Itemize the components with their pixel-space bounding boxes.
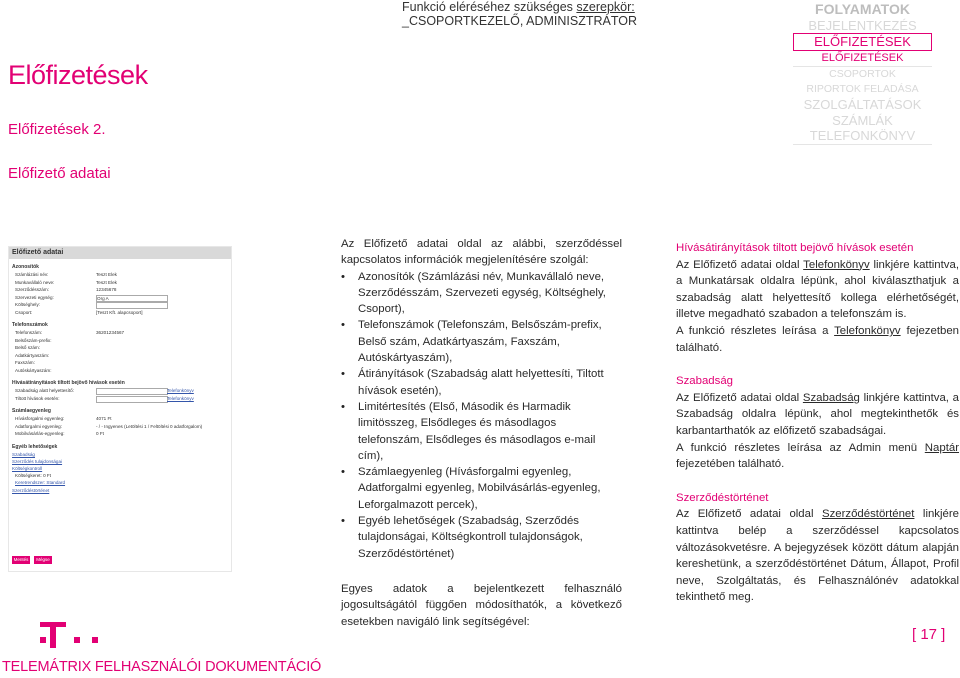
form-value: Teszt Elek	[96, 272, 117, 277]
paragraph	[676, 440, 959, 473]
nav-item-elofizetesek[interactable]: ELŐFIZETÉSEK	[793, 33, 932, 51]
form-label: Munkavállaló neve:	[15, 279, 55, 285]
form-label: Költségkeret: 0 Ft	[15, 472, 52, 478]
contract-history-link[interactable]: Szerződéstörténet	[12, 487, 50, 493]
form-value: 0 Ft	[96, 431, 104, 436]
form-row	[15, 424, 231, 432]
form-row	[15, 295, 231, 303]
org-unit-select[interactable]	[96, 295, 168, 302]
telefonkonyv-chapter-link[interactable]: Telefonkönyv	[834, 324, 901, 337]
text: Az Előfizető adatai oldal	[676, 391, 803, 404]
form-row	[15, 287, 231, 295]
form-value: Teszt Elek	[96, 279, 117, 285]
cost-control-link[interactable]: Költségkontroll	[12, 465, 43, 471]
naptar-link[interactable]: Naptár	[924, 441, 959, 454]
form-row	[15, 396, 231, 404]
form-label: Adatkártyaszám:	[15, 352, 50, 358]
paragraph	[676, 323, 959, 356]
text: linkjére kattintva belép a szerződéssel kapcsolatos változásokvetésre. A bejegyzések között dátum alapján kereshetünk, a szerződéstörténet Dátum, Állapot, Profil neve, Szolgáltatás, és Felhasználónév adatokkal tekinthető meg.	[676, 508, 959, 604]
form-label: Telefonszám:	[15, 330, 43, 335]
form-title: Előfizető adatai	[9, 247, 231, 259]
text: Az Előfizető adatai oldal	[676, 258, 804, 271]
required-roles: _CSOPORTKEZELŐ, ADMINISZTRÁTOR	[402, 14, 637, 28]
text: Az Előfizető adatai oldal	[676, 508, 822, 521]
form-row	[15, 353, 231, 361]
heading-forwarding: Hívásátirányítások tiltott bejövő hívások esetén	[676, 242, 914, 254]
contract-properties-link[interactable]: Szerződés tulajdonságai	[12, 458, 63, 464]
form-label: Belső szám:	[15, 345, 41, 350]
form-value: - / - Ingyenes (Letöltési 1 / Feltöltési 0 adatforgalom)	[96, 423, 203, 429]
form-row	[15, 388, 231, 396]
form-section-other: Egyéb lehetőségek	[12, 443, 58, 450]
form-row	[15, 345, 231, 353]
text: A funkció részletes leírása az Admin menü	[676, 441, 925, 454]
vacation-link[interactable]: Szabadság	[12, 451, 35, 457]
form-row	[15, 338, 231, 346]
form-label: Mobilvásárlás-egyenleg:	[15, 431, 65, 436]
text: linkjére kattintva, a Munkatársak oldalra lépünk, ahol kiválaszthatjuk a szabadság alatt helyettesítő kollega elérhetőségét, illetve megadható szabadon a telefonszám is.	[676, 258, 959, 321]
form-value: 12345678	[96, 287, 117, 292]
szerzodestortenet-link[interactable]: Szerződéstörténet	[821, 508, 915, 521]
list-item: • Telefonszámok (Telefonszám, Belsőszám-prefix, Belső szám, Adatkártyaszám, Faxszám, Autóskártyaszám),	[341, 317, 622, 366]
subscriber-form-screenshot	[8, 246, 232, 572]
form-value: 36201234567	[96, 330, 125, 335]
form-label: Számlázási név:	[15, 272, 49, 277]
save-button[interactable]: Mentés	[13, 557, 29, 562]
form-section-ids: Azonosítók	[12, 264, 39, 270]
form-row	[15, 360, 231, 368]
form-label: Belsőszám-prefix:	[15, 337, 52, 343]
page-subtitle: Előfizetések 2.	[8, 121, 106, 138]
telekom-logo-icon	[40, 622, 104, 648]
nav-item-folyamatok[interactable]: FOLYAMATOK	[815, 1, 910, 17]
form-row	[15, 480, 231, 488]
phonebook-link[interactable]: Telefonkönyv	[167, 395, 194, 401]
form-label: Szervezeti egység:	[15, 294, 54, 300]
text: fejezetében található.	[676, 458, 785, 471]
paragraph	[676, 390, 959, 440]
form-section-forward: Hívásátirányítások tiltott bejövő hívások esetén	[12, 380, 125, 386]
framework-link[interactable]: Keretrendszer: Standard	[15, 480, 66, 485]
section-title: Előfizető adatai	[8, 165, 111, 182]
intro-paragraph: Az Előfizető adatai oldal az alábbi, szerződéssel kapcsolatos információk megjelenítésére szolgál:	[341, 238, 622, 267]
process-nav	[793, 2, 932, 145]
outro-paragraph: Egyes adatok a bejelentkezett felhasználó jogosultságától függően módosíthatók, a következő esetekben navigáló link segítségével:	[341, 582, 622, 628]
nav-item-szamlak[interactable]: SZÁMLÁK	[832, 112, 893, 128]
paragraph	[676, 257, 959, 323]
footer-doc-title: TELEMÁTRIX FELHASZNÁLÓI DOKUMENTÁCIÓ	[2, 659, 322, 675]
form-value: [Teszt Kft. alapcsoport]	[96, 309, 143, 315]
blocked-calls-input[interactable]	[96, 396, 168, 403]
nav-subitem-riportok[interactable]: RIPORTOK FELADÁSA	[806, 83, 919, 95]
page-number: [ 17 ]	[912, 626, 946, 643]
form-row	[15, 310, 231, 318]
form-row	[15, 330, 231, 338]
nav-subitem-csoportok[interactable]: CSOPORTOK	[829, 68, 896, 80]
form-label: Adatforgalmi egyenleg:	[15, 423, 62, 429]
vacation-substitute-input[interactable]	[96, 388, 168, 395]
nav-subitem-elofizetesek[interactable]: ELŐFIZETÉSEK	[793, 51, 932, 68]
description-column	[341, 236, 622, 630]
form-row	[15, 368, 231, 376]
form-value: 4071 Ft	[96, 416, 112, 421]
text: fejezetben található.	[676, 324, 960, 354]
nav-item-szolgaltatasok[interactable]: SZOLGÁLTATÁSOK	[803, 97, 922, 112]
form-row	[15, 272, 231, 280]
heading-contract-history: Szerződéstörténet	[676, 491, 769, 504]
list-item: • Számlaegyenleg (Hívásforgalmi egyenleg, Adatforgalmi egyenleg, Mobilvásárlás-egyenleg, Leforgalmazott percek),	[341, 464, 622, 513]
form-label: Csoport:	[15, 309, 33, 315]
details-column	[676, 240, 959, 606]
text: A funkció részletes leírása a	[676, 324, 835, 337]
cost-center-input[interactable]	[96, 302, 168, 309]
list-item: • Azonosítók (Számlázási név, Munkavállaló neve, Szerződésszám, Szervezeti egység, Költséghely, Csoport),	[341, 269, 622, 318]
list-item: • Limitértesítés (Első, Második és Harmadik limitösszeg, Elsődleges és másodlagos telefonszám, Elsődleges és másodlagos e-mail cím),	[341, 399, 622, 464]
form-label: Autóskártyaszám:	[15, 367, 52, 373]
form-label: Szabadság alatt helyettesítő:	[15, 388, 74, 393]
heading-vacation: Szabadság	[676, 375, 733, 388]
form-label: Faxszám:	[15, 360, 35, 365]
paragraph	[676, 506, 959, 606]
form-label: Költséghely:	[15, 302, 41, 307]
cancel-button[interactable]: Mégse	[34, 556, 52, 564]
required-roles-label	[402, 0, 635, 14]
telefonkonyv-link[interactable]: Telefonkönyv	[803, 258, 870, 271]
form-label: Hívásforgalmi egyenleg:	[15, 416, 65, 421]
szabadsag-link[interactable]: Szabadság	[802, 391, 860, 404]
list-item: • Átirányítások (Szabadság alatt helyettesíti, Tiltott hívások esetén),	[341, 366, 622, 399]
form-row	[15, 431, 231, 439]
form-row	[15, 473, 231, 481]
form-row	[15, 280, 231, 288]
required-roles-prefix: Funkció eléréséhez szükséges	[402, 0, 577, 14]
form-label: Tiltott hívások esetén:	[15, 395, 60, 401]
org-unit-value: Org A	[97, 295, 109, 301]
form-section-balance: Számlaegyenleg	[12, 408, 51, 414]
list-item: • Egyéb lehetőségek (Szabadság, Szerződés tulajdonságai, Költségkontroll tulajdonságok, Szerződéstörténet)	[341, 513, 622, 562]
feature-list	[341, 269, 622, 562]
phonebook-link[interactable]: Telefonkönyv	[167, 388, 194, 393]
page-title: Előfizetések	[8, 60, 148, 90]
nav-item-telefonkonyv[interactable]: TELEFONKÖNYV	[793, 128, 932, 145]
form-section-phones: Telefonszámok	[12, 322, 48, 328]
nav-item-bejelentkezes[interactable]: BEJELENTKEZÉS	[808, 17, 917, 33]
roles-link[interactable]: szerepkör:	[576, 0, 635, 14]
form-row	[15, 302, 231, 310]
text: linkjére kattintva, a Szabadság oldalra lépünk, ahol megtekinthetők és karbantarthatók az előfizető szabadságai.	[676, 391, 959, 437]
form-label: Szerződésszám:	[15, 287, 49, 292]
form-row	[15, 416, 231, 424]
